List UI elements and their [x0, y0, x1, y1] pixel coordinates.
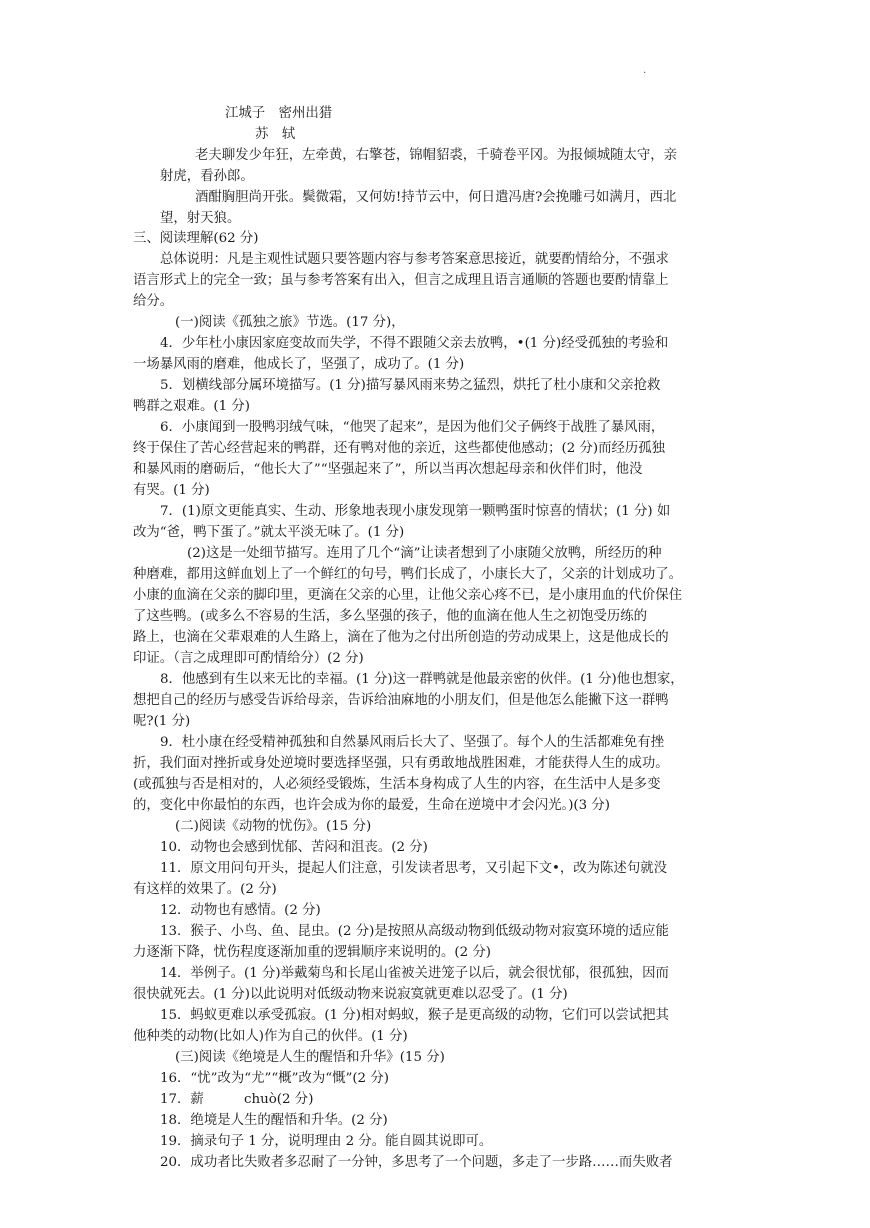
text-line: 印证。（言之成理即可酌情给分）(2 分) — [133, 651, 364, 666]
text-line: 7．(1)原文更能真实、生动、形象地表现小康发现第一颗鸭蛋时惊喜的情状；(1 分) 如 — [160, 504, 671, 519]
text-line: 给分。 — [133, 294, 174, 309]
text-line: 呢?(1 分) — [133, 714, 191, 729]
text-line: 6．小康闻到一股鸭羽绒气味，“他哭了起来”，是因为他们父子俩终于战胜了暴风雨， — [160, 420, 665, 435]
text-line: 8．他感到有生以来无比的幸福。(1 分)这一群鸭就是他最亲密的伙伴。(1 分)他也想家， — [160, 672, 684, 687]
poem-author: 苏 轼 — [255, 127, 296, 142]
text-line: 折，我们面对挫折或身处逆境时要选择坚强，只有勇敢地战胜困难，才能获得人生的成功。 — [133, 756, 669, 771]
text-line: 总体说明：凡是主观性试题只要答题内容与参考答案意思接近，就要酌情给分，不强求 — [160, 252, 669, 267]
text-line: 改为“爸，鸭下蛋了。”就太平淡无味了。(1 分) — [133, 525, 405, 540]
subsection-heading: (一)阅读《孤独之旅》节选。(17 分)， — [175, 315, 405, 330]
subsection-heading: (二)阅读《动物的忧伤》。(15 分) — [175, 819, 372, 834]
text-line: 17．薪 chuò(2 分) — [160, 1092, 314, 1107]
text-line: 有哭。(1 分) — [133, 483, 210, 498]
text-line: 老夫聊发少年狂，左牵黄，右擎苍，锦帽貂裘，千骑卷平冈。为报倾城随太守，亲 — [195, 148, 678, 163]
text-line: 5．划横线部分属环境描写。(1 分)描写暴风雨来势之猛烈，烘托了杜小康和父亲抢救 — [160, 378, 661, 393]
text-line: 14．举例子。(1 分)举戴菊鸟和长尾山雀被关进笼子以后，就会很忧郁，很孤独，因而 — [160, 966, 669, 981]
text-line: 路上，也滴在父辈艰难的人生路上，滴在了他为之付出所创造的劳动成果上，这是他成长的 — [133, 630, 669, 645]
text-line: 10．动物也会感到忧郁、苦闷和沮丧。(2 分) — [160, 840, 428, 855]
text-line: (或孤独与否是相对的，人必须经受锻炼，生活本身构成了人生的内容，在生活中人是多变 — [133, 777, 661, 792]
text-line: 11．原文用问句开头，提起人们注意，引发读者思考，又引起下文•，改为陈述句就没 — [160, 861, 667, 876]
text-line: 18．绝境是人生的醒悟和升华。(2 分) — [160, 1113, 388, 1128]
text-line: 望，射天狼。 — [160, 211, 241, 226]
text-line: (2)这是一处细节描写。连用了几个“滴”让读者想到了小康随父放鸭，所经历的种 — [187, 546, 662, 561]
text-line: 16．“忧”改为“尤”“概”改为“慨”(2 分) — [160, 1071, 389, 1086]
text-line: 的，变化中你最怕的东西，也许会成为你的最爱，生命在逆境中才会闪光。)(3 分) — [133, 798, 611, 813]
text-line: 15．蚂蚁更难以承受孤寂。(1 分)相对蚂蚁，猴子是更高级的动物，它们可以尝试把其 — [160, 1008, 669, 1023]
text-line: 19．摘录句子 1 分，说明理由 2 分。能自圆其说即可。 — [160, 1134, 493, 1149]
text-line: 酒酣胸胆尚开张。鬓微霜，又何妨!持节云中，何日遣冯唐?会挽雕弓如满月，西北 — [195, 190, 677, 205]
text-line: 有这样的效果了。(2 分) — [133, 882, 277, 897]
section-heading: 三、阅读理解(62 分) — [133, 231, 259, 246]
text-line: 射虎，看孙郎。 — [160, 169, 254, 184]
text-line: 很快就死去。(1 分)以此说明对低级动物来说寂寞就更难以忍受了。(1 分) — [133, 987, 568, 1002]
text-line: 一场暴风雨的磨难，他成长了，坚强了，成功了。(1 分) — [133, 357, 465, 372]
text-line: 想把自己的经历与感受告诉给母亲，告诉给油麻地的小朋友们，但是他怎么能撇下这一群鸭 — [133, 693, 669, 708]
text-line: 20．成功者比失败者多忍耐了一分钟，多思考了一个问题，多走了一步路……而失败者 — [160, 1155, 673, 1170]
page-mark: · — [643, 68, 647, 79]
text-line: 和暴风雨的磨砺后，“他长大了”“坚强起来了”，所以当再次想起母亲和伙伴们时，他没 — [133, 462, 643, 477]
text-line: 9．杜小康在经受精神孤独和自然暴风雨后长大了、坚强了。每个人的生活都难免有挫 — [160, 735, 664, 750]
text-line: 小康的血滴在父亲的脚印里，更滴在父亲的心里，让他父亲心疼不已，是小康用血的代价保住 — [133, 588, 683, 603]
text-line: 语言形式上的完全一致；虽与参考答案有出入，但言之成理且语言通顺的答题也要酌情靠上 — [133, 273, 669, 288]
text-line: 力逐渐下降，忧伤程度逐渐加重的逻辑顺序来说明的。(2 分) — [133, 945, 491, 960]
text-line: 13．猴子、小鸟、鱼、昆虫。(2 分)是按照从高级动物到低级动物对寂寞环境的适应能 — [160, 924, 669, 939]
subsection-heading: (三)阅读《绝境是人生的醒悟和升华》(15 分) — [175, 1050, 445, 1065]
text-line: 12．动物也有感情。(2 分) — [160, 903, 321, 918]
text-line: 了这些鸭。(或多么不容易的生活，多么坚强的孩子，他的血滴在他人生之初饱受历练的 — [133, 609, 648, 624]
text-line: 终于保住了苦心经营起来的鸭群，还有鸭对他的亲近，这些都使他感动；(2 分)而经历孤独 — [133, 441, 666, 456]
text-line: 鸭群之艰难。(1 分) — [133, 399, 250, 414]
text-line: 种磨难，都用这鲜血划上了一个鲜红的句号，鸭们长成了，小康长大了，父亲的计划成功了。 — [133, 567, 683, 582]
poem-title: 江城子 密州出猎 — [225, 106, 333, 121]
text-line: 4．少年杜小康因家庭变故而失学，不得不跟随父亲去放鸭，•(1 分)经受孤独的考验和 — [160, 336, 669, 351]
text-line: 他种类的动物(比如人)作为自己的伙伴。(1 分) — [133, 1029, 408, 1044]
